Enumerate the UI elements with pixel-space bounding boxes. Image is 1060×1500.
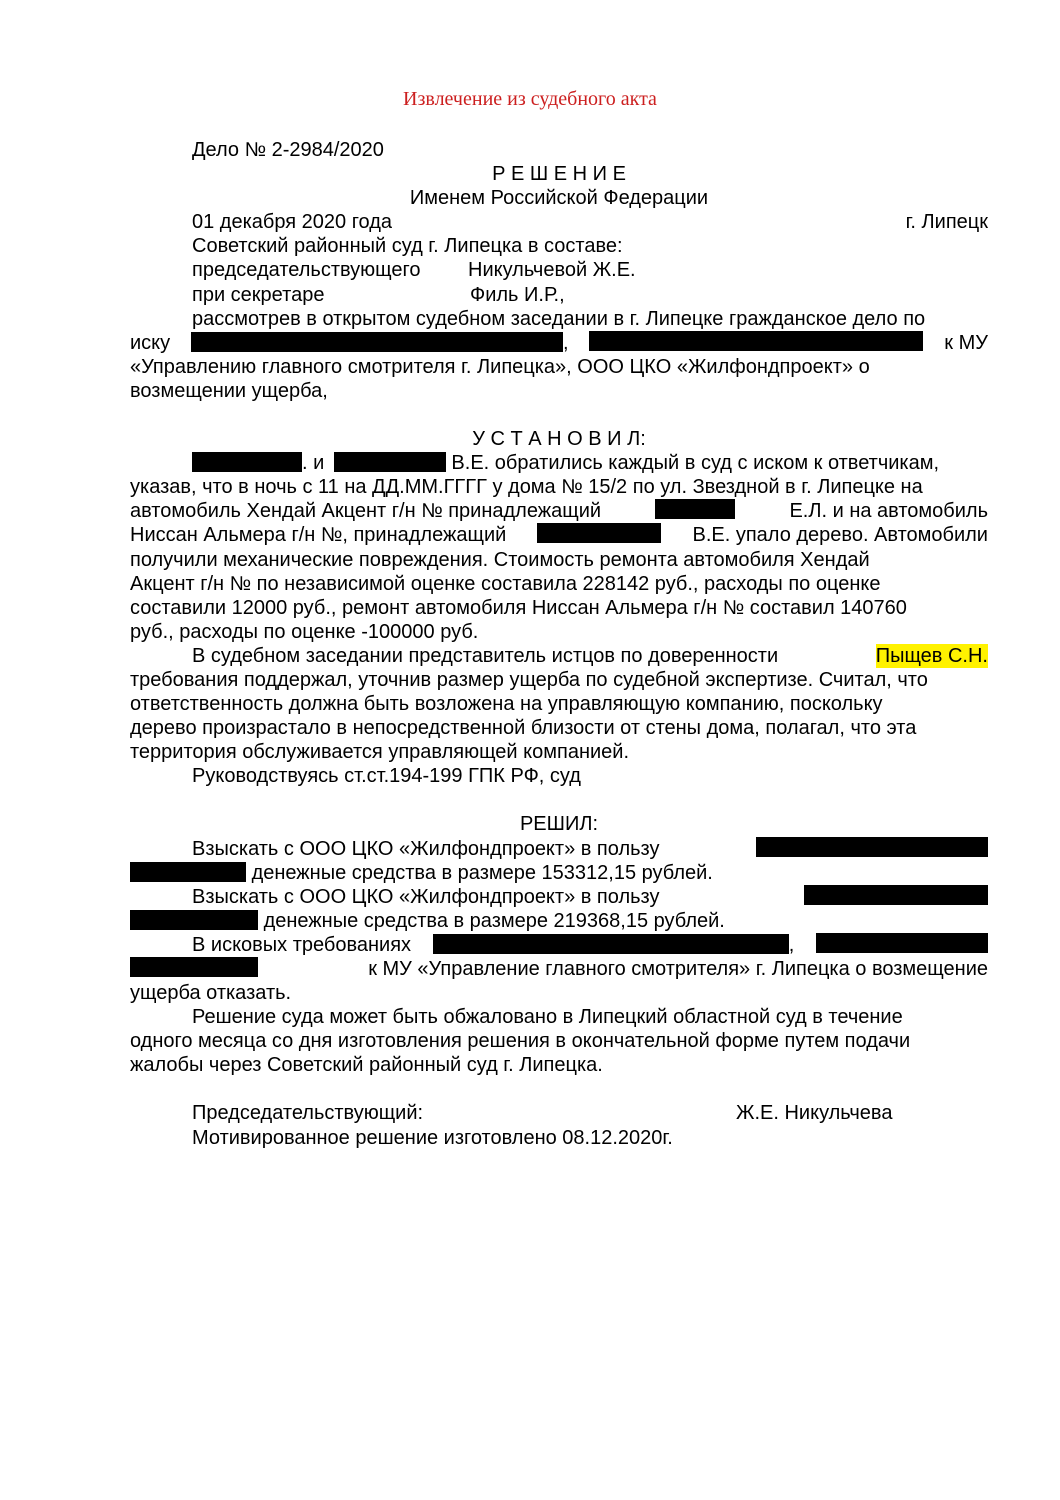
established-line-5: получили механические повреждения. Стоимость ремонта автомобиля Хендай xyxy=(130,548,870,571)
case-number: Дело № 2-2984/2020 xyxy=(192,139,384,161)
signature-name: Ж.Е. Никульчева xyxy=(736,1102,893,1125)
established-line-8: руб., расходы по оценке -100000 руб. xyxy=(130,620,479,643)
secretary-role: при секретаре xyxy=(192,283,325,306)
redaction-block xyxy=(589,331,923,351)
redaction-block xyxy=(334,452,446,472)
established-line-7: составили 12000 руб., ремонт автомобиля Ниссан Альмера г/н № составил 140760 xyxy=(130,596,907,619)
decided-heading: РЕШИЛ: xyxy=(519,813,599,836)
established-line-4: Ниссан Альмера г/н №, принадлежащий В.Е. упало дерево. Автомобили xyxy=(130,524,988,547)
document-body xyxy=(130,138,988,1150)
redaction-block xyxy=(433,934,789,954)
redaction-block xyxy=(130,862,246,882)
decision-3-line-3: ущерба отказать. xyxy=(130,982,292,1005)
intro-line-4: возмещении ущерба, xyxy=(130,379,328,402)
intro-line-2: иску , к МУ xyxy=(130,331,988,354)
established-line-1: . и В.Е. обратились каждый в суд с иском к ответчикам, xyxy=(130,451,988,475)
appeal-line-1: Решение суда может быть обжаловано в Липецкий областной суд в течение xyxy=(192,1006,903,1029)
court-composition: Советский районный суд г. Липецка в составе: xyxy=(192,235,623,258)
redaction-block xyxy=(804,885,988,905)
signature-role: Председательствующий: xyxy=(192,1102,424,1125)
redaction-block xyxy=(130,910,258,930)
date-city-line xyxy=(130,210,988,234)
intro-mu-word: к МУ xyxy=(944,331,988,354)
decision-1-line-1: Взыскать с ООО ЦКО «Жилфондпроект» в пользу xyxy=(130,837,988,861)
decision-2-line-1: Взыскать с ООО ЦКО «Жилфондпроект» в пользу xyxy=(130,885,988,909)
chair-name: Никульчевой Ж.Е. xyxy=(468,259,636,282)
representative-line: В судебном заседании представитель истцов по доверенности Пыщев С.Н. xyxy=(192,644,988,667)
decision-title: Р Е Ш Е Н И Е xyxy=(492,163,626,186)
redaction-block xyxy=(537,523,661,543)
established-line-6: Акцент г/н № по независимой оценке составила 228142 руб., расходы по оценке xyxy=(130,572,881,595)
representative-line-2: требования поддержал, уточнив размер ущерба по судебной экспертизе. Считал, что xyxy=(130,668,928,691)
secretary-line xyxy=(130,283,988,307)
established-heading: У С Т А Н О В И Л: xyxy=(472,428,646,451)
reasoned-decision-note: Мотивированное решение изготовлено 08.12.2020г. xyxy=(192,1126,673,1149)
decision-1-line-2: денежные средства в размере 153312,15 рублей. xyxy=(130,861,988,885)
secretary-name: Филь И.Р., xyxy=(470,283,565,306)
chair-role: председательствующего xyxy=(192,259,421,282)
representative-line-5: территория обслуживается управляющей компанией. xyxy=(130,741,630,764)
redaction-block xyxy=(655,499,735,519)
decision-date: 01 декабря 2020 года xyxy=(192,211,393,234)
representative-name-highlight: Пыщев С.Н. xyxy=(875,644,988,667)
appeal-line-2: одного месяца со дня изготовления решения в окончательной форме путем подачи xyxy=(130,1030,911,1053)
decision-3-line-1: В исковых требованиях , xyxy=(130,933,988,957)
established-line-2: указав, что в ночь с 11 на ДД.ММ.ГГГГ у дома № 15/2 по ул. Звездной в г. Липецке на xyxy=(130,476,923,499)
established-line-3: автомобиль Хендай Акцент г/н № принадлежащий Е.Л. и на автомобиль xyxy=(130,500,988,523)
redaction-block xyxy=(192,452,302,472)
chair-line xyxy=(130,258,988,282)
intro-claim-word: иску xyxy=(130,331,171,354)
decision-subtitle: Именем Российской Федерации xyxy=(409,187,709,210)
representative-line-4: дерево произрастало в непосредственной близости от стены дома, полагал, что эта xyxy=(130,717,917,740)
redaction-block xyxy=(191,332,563,352)
decision-2-line-2: денежные средства в размере 219368,15 рублей. xyxy=(130,909,988,933)
appeal-line-3: жалобы через Советский районный суд г. Липецка. xyxy=(130,1054,603,1077)
representative-line-3: ответственность должна быть возложена на управляющую компанию, поскольку xyxy=(130,693,883,716)
redaction-block xyxy=(816,933,988,953)
legal-basis: Руководствуясь ст.ст.194-199 ГПК РФ, суд xyxy=(192,765,581,788)
redaction-block xyxy=(756,837,988,857)
decision-3-line-2: к МУ «Управление главного смотрителя» г. Липецка о возмещение xyxy=(130,957,988,981)
document-header: Извлечение из судебного акта xyxy=(403,88,657,110)
signature-line xyxy=(130,1101,988,1125)
intro-line-3: «Управлению главного смотрителя г. Липецка», ООО ЦКО «Жилфондпроект» о xyxy=(130,355,870,378)
decision-city: г. Липецк xyxy=(905,211,988,234)
intro-line-1: рассмотрев в открытом судебном заседании в г. Липецке гражданское дело по xyxy=(192,307,926,330)
redaction-block xyxy=(130,957,258,977)
